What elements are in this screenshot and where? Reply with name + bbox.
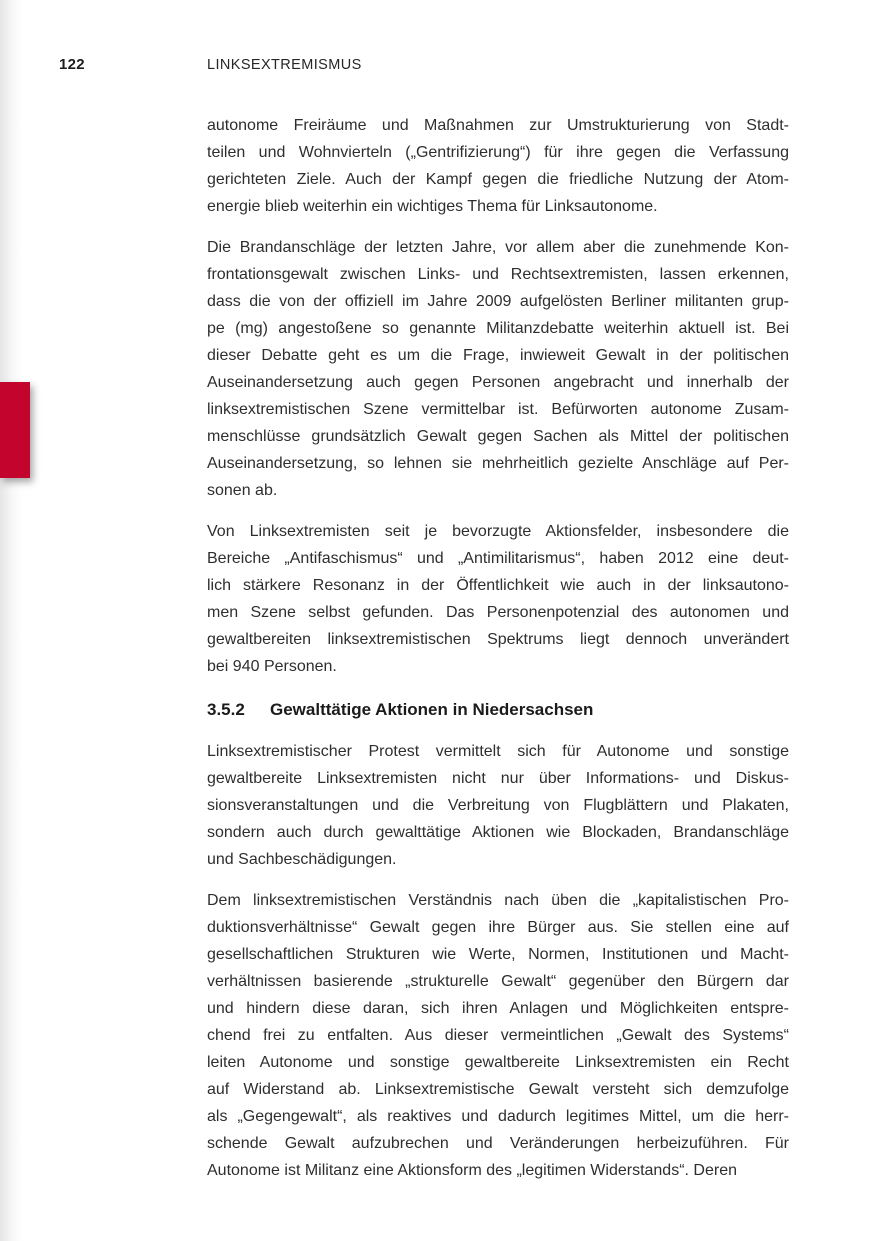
paragraph: Dem linksextremistischen Verständnis nach üben die „kapitalistischen Pro- duktionsverhältnisse“ Gewalt gegen ihre Bürger aus. Sie stellen eine auf gesellschaftlichen Strukturen wie Werte, Normen, Institutionen und Macht- verhältnissen basierende „strukturelle Gewalt“ gegenüber den Bürgern dar und hindern diese daran, sich ihren Anlagen und Möglichkeiten entspre- chend frei zu entfalten. Aus dieser vermeintlichen „Gewalt des Systems“ leiten Autonome und sonstige gewaltbereite Linksextremisten ein Recht auf Widerstand ab. Linksextremistische Gewalt versteht sich demzufolge als „Gegengewalt“, als reaktives und dadurch legitimes Mittel, um die herr- schende Gewalt aufzubrechen und Veränderungen herbeizuführen. Für Autonome ist Militanz eine Aktionsform des „legitimen Widerstands“. Deren: [207, 892, 789, 1179]
chapter-tab-marker: [0, 382, 30, 478]
paragraph: Linksextremistischer Protest vermittelt sich für Autonome und sonstige gewaltbereite Linksextremisten nicht nur über Informations- und Diskus- sionsveranstaltungen und die Verbreitung von Flugblättern und Plakaten, sondern auch durch gewalttätige Aktionen wie Blockaden, Brandanschläge und Sachbeschädigungen.: [207, 743, 789, 868]
page-header: [0, 56, 877, 76]
paragraph: Die Brandanschläge der letzten Jahre, vor allem aber die zunehmende Kon- frontationsgewalt zwischen Links- und Rechtsextremisten, lassen erkennen, dass die von der offiziell im Jahre 2009 aufgelösten Berliner militanten grup- pe (mg) angestoßene so genannte Militanzdebatte weiterhin aktuell ist. Bei dieser Debatte geht es um die Frage, inwieweit Gewalt in der politischen Auseinandersetzung auch gegen Personen angebracht und innerhalb der linksextremistischen Szene vermittelbar ist. Befürworten autonome Zusam- menschlüsse grundsätzlich Gewalt gegen Sachen als Mittel der politischen Auseinandersetzung, so lehnen sie mehrheitlich gezielte Anschläge auf Per- sonen ab.: [207, 239, 789, 499]
paragraph: Von Linksextremisten seit je bevorzugte Aktionsfelder, insbesondere die Bereiche „Antifaschismus“ und „Antimilitarismus“, haben 2012 eine deut- lich stärkere Resonanz in der Öffentlichkeit wie auch in der linksautono- men Szene selbst gefunden. Das Personenpotenzial des autonomen und gewaltbereiten linksextremistischen Spektrums liegt dennoch unverändert bei 940 Personen.: [207, 523, 789, 675]
section-number: 3.5.2: [207, 700, 245, 719]
running-head: LINKSEXTREMISMUS: [207, 57, 362, 73]
page-number: 122: [59, 56, 85, 73]
body-text-column: [207, 112, 789, 1198]
paragraph: autonome Freiräume und Maßnahmen zur Umstrukturierung von Stadt- teilen und Wohnvierteln („Gentrifizierung“) für ihre gegen die Verfassung gerichteten Ziele. Auch der Kampf gegen die friedliche Nutzung der Atom- energie blieb weiterhin ein wichtiges Thema für Linksautonome.: [207, 117, 789, 215]
section-title: Gewalttätige Aktionen in Niedersachsen: [270, 700, 594, 719]
page-edge-shadow: [0, 0, 22, 1241]
section-heading: [207, 698, 789, 722]
